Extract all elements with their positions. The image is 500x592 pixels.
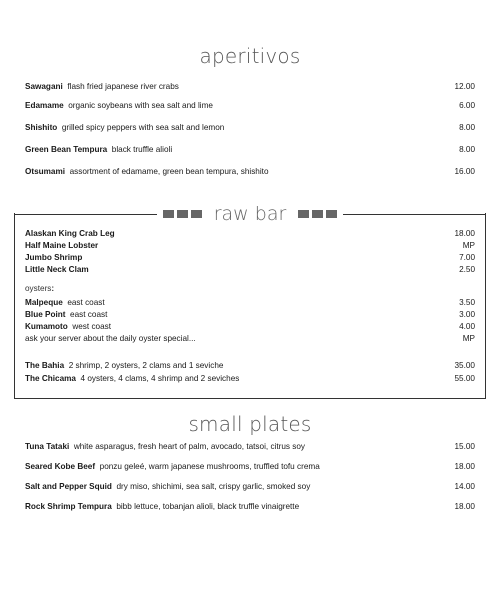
menu-item (25, 441, 475, 453)
item-name: The Chicama (25, 374, 76, 383)
menu-item (25, 100, 475, 112)
raw-bar-title: raw bar (213, 203, 287, 225)
item-price: 2.50 (459, 265, 475, 274)
item-name: Salt and Pepper Squid (25, 482, 112, 491)
menu-item (25, 373, 475, 384)
item-name: Alaskan King Crab Leg (25, 229, 115, 238)
item-price: 18.00 (454, 229, 475, 238)
item-desc: dry miso, shichimi, sea salt, crispy garlic, smoked soy (116, 482, 311, 491)
menu-item (25, 144, 475, 156)
small-plates-title: small plates (188, 412, 312, 436)
item-name: Seared Kobe Beef (25, 462, 96, 471)
menu-item (25, 228, 475, 239)
menu-item (25, 461, 475, 473)
item-desc: east coast (70, 310, 108, 319)
item-price: 55.00 (454, 374, 475, 383)
item-price: 35.00 (454, 361, 475, 370)
item-name: Half Maine Lobster (25, 241, 99, 250)
square-ornament-left (163, 210, 202, 218)
item-desc: ponzu geleé, warm japanese mushrooms, truffled tofu crema (99, 462, 320, 471)
item-desc: flash fried japanese river crabs (67, 82, 179, 91)
item-desc: 2 shrimp, 2 oysters, 2 clams and 1 seviche (68, 361, 224, 370)
item-name: The Bahia (25, 361, 65, 370)
item-desc: east coast (67, 298, 105, 307)
item-desc: organic soybeans with sea salt and lime (68, 101, 213, 110)
item-desc: 4 oysters, 4 clams, 4 shrimp and 2 seviches (80, 374, 240, 383)
menu-item (25, 321, 475, 332)
square-ornament-right (298, 210, 337, 218)
item-name: Little Neck Clam (25, 265, 89, 274)
item-price: 3.50 (459, 298, 475, 307)
item-price: 16.00 (454, 167, 475, 176)
item-name: Green Bean Tempura (25, 145, 108, 154)
item-desc: grilled spicy peppers with sea salt and lemon (61, 123, 225, 132)
menu-item (25, 122, 475, 134)
item-price: 14.00 (454, 482, 475, 491)
menu-item (25, 333, 475, 344)
item-name: Rock Shrimp Tempura (25, 502, 112, 511)
item-price: 18.00 (454, 462, 475, 471)
item-price: 15.00 (454, 442, 475, 451)
item-price: 8.00 (459, 123, 475, 132)
item-price: 8.00 (459, 145, 475, 154)
item-name: Jumbo Shrimp (25, 253, 83, 262)
item-price: 3.00 (459, 310, 475, 319)
divider (343, 214, 486, 215)
item-price: 7.00 (459, 253, 475, 262)
item-name: Kumamoto (25, 322, 68, 331)
item-price: MP (462, 241, 475, 250)
oysters-label-text: oysters (25, 284, 52, 293)
item-desc: white asparagus, fresh heart of palm, avocado, tatsoi, citrus soy (73, 442, 306, 451)
item-desc: black truffle alioli (111, 145, 173, 154)
item-desc: assortment of edamame, green bean tempura, shishito (69, 167, 269, 176)
oysters-colon: : (51, 284, 55, 293)
menu-item (25, 297, 475, 308)
menu-item (25, 81, 475, 93)
item-name: Tuna Tataki (25, 442, 70, 451)
item-price: 6.00 (459, 101, 475, 110)
item-price: MP (462, 334, 475, 343)
item-name: Shishito (25, 123, 58, 132)
item-name: Blue Point (25, 310, 66, 319)
divider (14, 214, 157, 215)
menu-item (25, 166, 475, 178)
item-desc: west coast (72, 322, 112, 331)
item-price: 12.00 (454, 82, 475, 91)
item-desc: bibb lettuce, tobanjan alioli, black truffle vinaigrette (116, 502, 300, 511)
menu-item (25, 501, 475, 513)
menu-item (25, 240, 475, 251)
item-name: Sawagani (25, 82, 63, 91)
item-name: Edamame (25, 101, 64, 110)
item-price: 4.00 (459, 322, 475, 331)
menu-item (25, 252, 475, 263)
menu-item (25, 360, 475, 371)
item-price: 18.00 (454, 502, 475, 511)
aperitivos-title: aperitivos (199, 44, 301, 68)
raw-bar-header (14, 204, 486, 224)
oysters-label (25, 284, 54, 293)
special-note: ask your server about the daily oyster special... (25, 334, 196, 343)
item-name: Otsumami (25, 167, 66, 176)
menu-item (25, 309, 475, 320)
menu-item (25, 481, 475, 493)
item-name: Malpeque (25, 298, 63, 307)
menu-item (25, 264, 475, 275)
